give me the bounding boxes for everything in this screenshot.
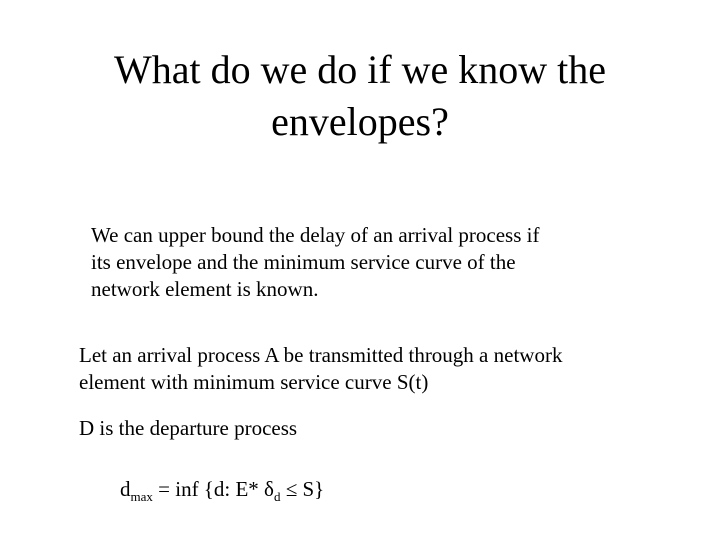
formula-base: d <box>120 477 131 501</box>
paragraph-line: Let an arrival process A be transmitted through a network <box>79 343 563 367</box>
paragraph-line: network element is known. <box>91 277 319 301</box>
paragraph-departure-process: D is the departure process <box>79 416 298 440</box>
paragraph-delay-bound <box>91 222 651 303</box>
slide-title <box>40 44 680 148</box>
paragraph-line: element with minimum service curve S(t) <box>79 370 429 394</box>
paragraph-line: We can upper bound the delay of an arrival process if <box>91 223 540 247</box>
title-line-1: What do we do if we know the <box>113 47 607 92</box>
formula-subscript-max: max <box>130 489 153 504</box>
paragraph-arrival-process <box>79 342 679 396</box>
formula-dmax <box>120 476 324 505</box>
title-line-2: envelopes? <box>271 99 449 144</box>
paragraph-line: its envelope and the minimum service curve of the <box>91 250 516 274</box>
formula-middle: = inf {d: E* δ <box>152 477 274 501</box>
formula-end: ≤ S} <box>280 477 325 501</box>
formula-subscript-d: d <box>273 489 281 504</box>
